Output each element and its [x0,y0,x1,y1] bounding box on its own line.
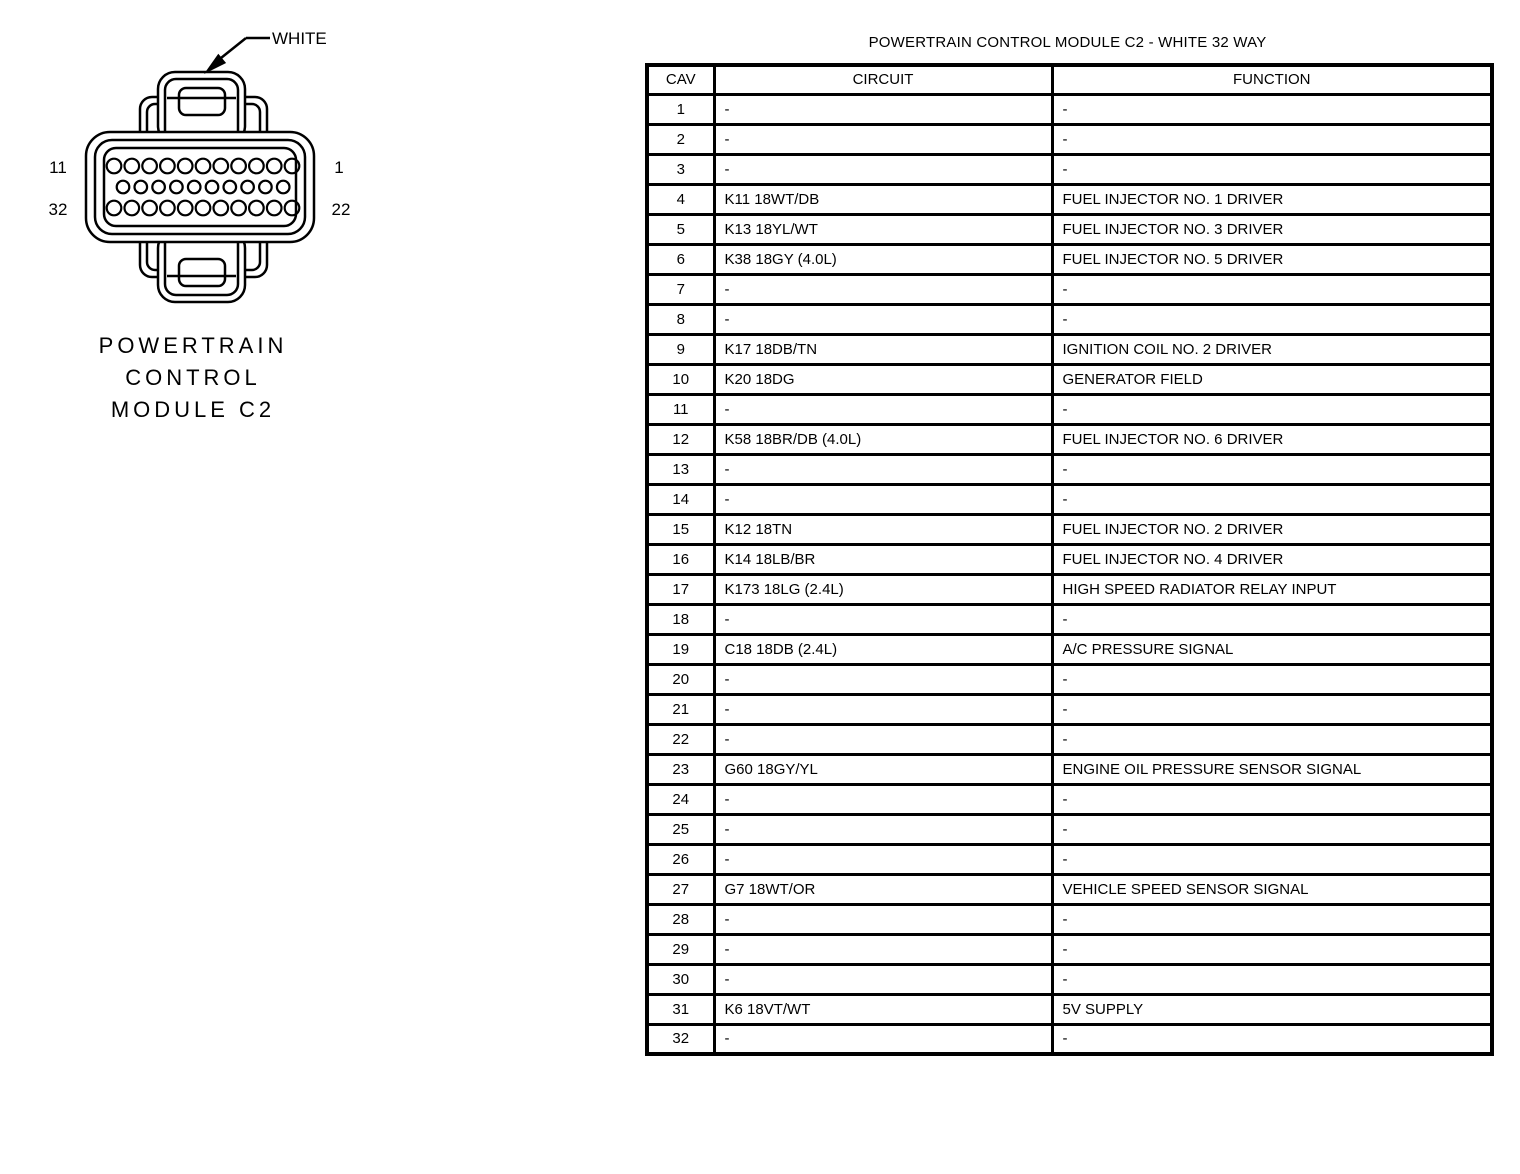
cell-function: FUEL INJECTOR NO. 6 DRIVER [1052,424,1492,454]
cell-cav: 22 [647,724,714,754]
table-row [647,754,1492,784]
cell-cav: 30 [647,964,714,994]
cell-function: - [1052,694,1492,724]
table-row [647,994,1492,1024]
cell-function: - [1052,484,1492,514]
cell-circuit: - [714,1024,1052,1054]
cell-function: FUEL INJECTOR NO. 4 DRIVER [1052,544,1492,574]
cell-function: - [1052,844,1492,874]
cell-circuit: - [714,904,1052,934]
cell-circuit: K58 18BR/DB (4.0L) [714,424,1052,454]
table-row [647,664,1492,694]
cell-circuit: K38 18GY (4.0L) [714,244,1052,274]
cell-cav: 15 [647,514,714,544]
cell-cav: 11 [647,394,714,424]
cell-circuit: K12 18TN [714,514,1052,544]
cell-cav: 2 [647,124,714,154]
cell-function: IGNITION COIL NO. 2 DRIVER [1052,334,1492,364]
cell-circuit: K17 18DB/TN [714,334,1052,364]
cell-cav: 7 [647,274,714,304]
cell-cav: 24 [647,784,714,814]
cell-circuit: - [714,724,1052,754]
cell-function: - [1052,94,1492,124]
cell-cav: 8 [647,304,714,334]
table-row [647,814,1492,844]
cell-circuit: K11 18WT/DB [714,184,1052,214]
cell-circuit: K6 18VT/WT [714,994,1052,1024]
table-row [647,244,1492,274]
cell-function: ENGINE OIL PRESSURE SENSOR SIGNAL [1052,754,1492,784]
cell-cav: 14 [647,484,714,514]
table-row [647,574,1492,604]
cell-circuit: - [714,454,1052,484]
pin-label-top-right: 1 [334,158,344,177]
cell-function: - [1052,784,1492,814]
table-row [647,844,1492,874]
cell-circuit: G60 18GY/YL [714,754,1052,784]
cell-function: - [1052,724,1492,754]
cell-cav: 23 [647,754,714,784]
cell-cav: 9 [647,334,714,364]
table-row [647,394,1492,424]
cell-function: - [1052,394,1492,424]
table-row [647,274,1492,304]
table-row [647,634,1492,664]
cell-circuit: - [714,304,1052,334]
column-header-cav: CAV [647,65,714,94]
caption-line: POWERTRAIN [98,333,288,358]
cell-circuit: K14 18LB/BR [714,544,1052,574]
cell-cav: 3 [647,154,714,184]
table-row [647,904,1492,934]
cell-circuit: K173 18LG (2.4L) [714,574,1052,604]
cell-circuit: G7 18WT/OR [714,874,1052,904]
color-callout [204,29,327,74]
cell-circuit: - [714,664,1052,694]
cell-circuit: - [714,124,1052,154]
callout-arrow-icon [204,38,270,74]
table-row [647,874,1492,904]
table-row [647,934,1492,964]
cell-function: - [1052,124,1492,154]
cell-cav: 20 [647,664,714,694]
cell-cav: 25 [647,814,714,844]
cell-circuit: - [714,394,1052,424]
cell-function: - [1052,814,1492,844]
pin-label-bottom-right: 22 [331,200,351,219]
cell-cav: 4 [647,184,714,214]
cell-function: - [1052,274,1492,304]
cell-function: - [1052,904,1492,934]
pin-label-top-left: 11 [49,158,67,177]
table-row [647,604,1492,634]
cell-circuit: - [714,784,1052,814]
table-row [647,304,1492,334]
cell-cav: 26 [647,844,714,874]
cell-function: FUEL INJECTOR NO. 3 DRIVER [1052,214,1492,244]
caption-line: CONTROL [125,365,261,390]
table-row [647,454,1492,484]
table-row [647,364,1492,394]
cell-cav: 19 [647,634,714,664]
table-row [647,544,1492,574]
cell-cav: 6 [647,244,714,274]
cell-function: - [1052,934,1492,964]
table-row [647,334,1492,364]
caption-line: MODULE C2 [110,397,276,422]
cell-circuit: - [714,934,1052,964]
table-row [647,184,1492,214]
table-row [647,214,1492,244]
cell-cav: 31 [647,994,714,1024]
cell-function: - [1052,604,1492,634]
table-row [647,964,1492,994]
table-row [647,154,1492,184]
header-row [647,65,1492,94]
cell-circuit: - [714,604,1052,634]
cell-function: - [1052,154,1492,184]
cell-circuit: - [714,94,1052,124]
cell-circuit: K20 18DG [714,364,1052,394]
cell-function: - [1052,454,1492,484]
table-row [647,784,1492,814]
cell-circuit: - [714,964,1052,994]
cell-cav: 32 [647,1024,714,1054]
cell-circuit: K13 18YL/WT [714,214,1052,244]
pinout-table-body [647,94,1492,1054]
connector-caption [38,330,348,426]
table-row [647,424,1492,454]
table-row [647,484,1492,514]
cell-cav: 16 [647,544,714,574]
cell-cav: 10 [647,364,714,394]
cell-cav: 5 [647,214,714,244]
table-row [647,124,1492,154]
table-title: POWERTRAIN CONTROL MODULE C2 - WHITE 32 WAY [868,34,1267,51]
cell-function: - [1052,1024,1492,1054]
cell-cav: 1 [647,94,714,124]
table-row [647,94,1492,124]
cell-function: GENERATOR FIELD [1052,364,1492,394]
cell-circuit: - [714,484,1052,514]
column-header-circuit: CIRCUIT [714,65,1052,94]
cell-cav: 12 [647,424,714,454]
cell-function: - [1052,964,1492,994]
cell-circuit: - [714,154,1052,184]
cell-function: - [1052,304,1492,334]
cell-cav: 21 [647,694,714,724]
table-row [647,1024,1492,1054]
cell-circuit: - [714,814,1052,844]
cell-function: - [1052,664,1492,694]
cell-cav: 28 [647,904,714,934]
cell-cav: 18 [647,604,714,634]
connector-diagram [0,0,440,320]
cell-cav: 27 [647,874,714,904]
cell-cav: 29 [647,934,714,964]
cell-circuit: - [714,844,1052,874]
cell-function: 5V SUPPLY [1052,994,1492,1024]
column-header-function: FUNCTION [1052,65,1492,94]
cell-circuit: C18 18DB (2.4L) [714,634,1052,664]
table-row [647,514,1492,544]
cell-function: A/C PRESSURE SIGNAL [1052,634,1492,664]
cell-function: VEHICLE SPEED SENSOR SIGNAL [1052,874,1492,904]
cell-function: FUEL INJECTOR NO. 5 DRIVER [1052,244,1492,274]
table-row [647,724,1492,754]
cell-cav: 13 [647,454,714,484]
table-row [647,694,1492,724]
cell-circuit: - [714,274,1052,304]
pin-label-bottom-left: 32 [48,200,68,219]
cell-cav: 17 [647,574,714,604]
cell-function: FUEL INJECTOR NO. 1 DRIVER [1052,184,1492,214]
cell-function: HIGH SPEED RADIATOR RELAY INPUT [1052,574,1492,604]
connector-color-label: WHITE [272,29,327,48]
cell-circuit: - [714,694,1052,724]
pinout-table [645,63,1494,1056]
cell-function: FUEL INJECTOR NO. 2 DRIVER [1052,514,1492,544]
